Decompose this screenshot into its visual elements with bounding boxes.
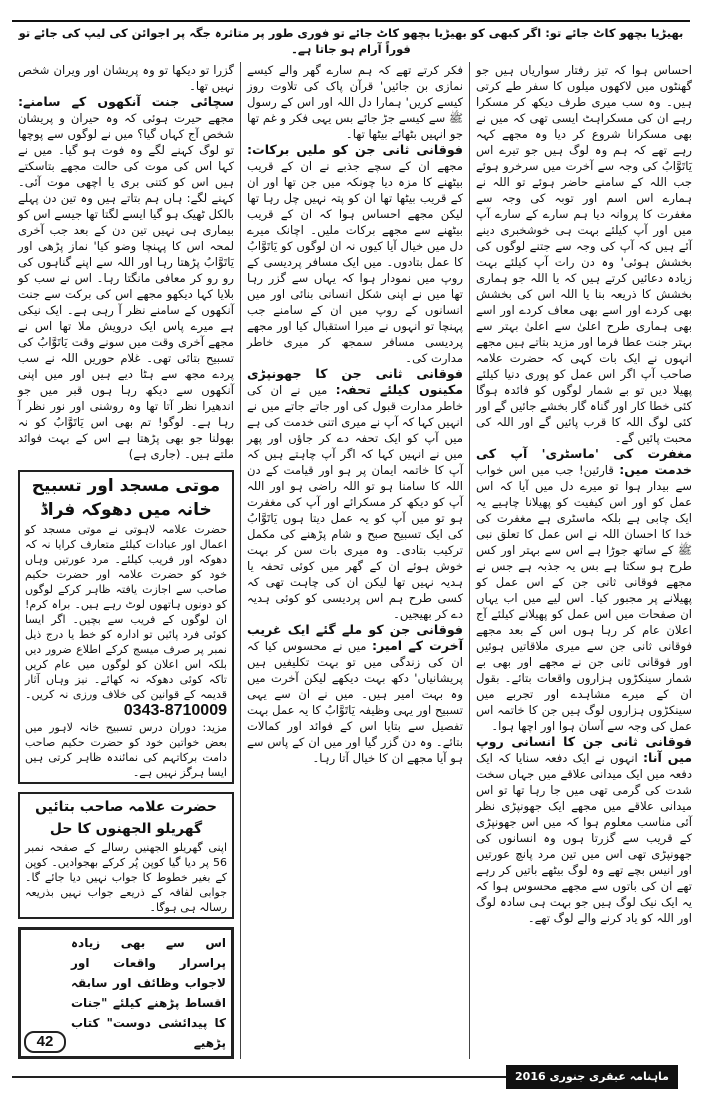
footer-rule (12, 1076, 506, 1078)
paragraph (476, 446, 692, 734)
header-rule (12, 20, 690, 22)
fraud-notice-phone: 0343-8710009 (123, 702, 227, 719)
column-left (14, 62, 238, 1059)
household-help-box (18, 792, 234, 919)
paragraph-heading: فوقانی ثانی جن کا جھونپڑی مکینوں کیلئے تحفہ: (247, 366, 464, 397)
header-tip-title: بھیڑیا بچھو کاٹ جائے تو: (545, 26, 684, 40)
fraud-notice-title: موتی مسجد اور تسبیح خانہ میں دھوکہ فراڈ (31, 476, 221, 520)
footer-row (12, 1065, 682, 1107)
columns (6, 62, 696, 1059)
paragraph (247, 142, 463, 366)
header-tip-text: اگر کبھی کو بھیڑیا بچھو کاٹ جائے تو فوری طور پر متاثرہ جگہ پر اجوائن کی لیپ کی جائے تو فوراً آرام ہو جاتا ہے۔ (18, 26, 542, 56)
fraud-notice-box (18, 470, 234, 784)
paragraph (18, 94, 234, 462)
fraud-notice-body: حضرت علامہ لاہوتی نے موتی مسجد کو اعمال اور عبادات کیلئے متعارف کرایا نہ کہ دھوکہ اور فریب کیلئے۔ مرد عورتیں وہاں خود کو حضرت علامہ اور حضرت حکیم صاحب سے اجازت یافتہ ظاہر کرکے لوگوں کو دونوں ہاتھوں لوٹ رہے ہیں۔ براہ کرم! ان لوگوں کے فریب سے بچیں۔ اگر ایسا کوئی فرد پائیں تو ادارہ کو خط یا درج ذیل نمبر پر صرف میسج کرکے اطلاع ضرور دیں بلکہ اس اعلان کو لوگوں میں عام کریں تاکہ کوئی دھوکہ نہ کھائے۔ نیز وہاں آثار قدیمہ کے قوانین کی خلاف ورزی نہ کریں۔ (25, 523, 227, 701)
column-right (472, 62, 696, 926)
column-divider (469, 62, 470, 1059)
paragraph-heading: مغفرت کی 'ماسٹری' آپ کی خدمت میں: (476, 446, 692, 477)
fraud-notice-note: مزید: دوران درس تسبیح خانہ لاہور میں بعض خواتین خود کو حضرت حکیم صاحب دامت برکاتہم کی نمائندہ ظاہر کرتی ہیں ایسا ہرگز نہیں ہے۔ (25, 721, 227, 779)
paragraph-text: مجھے حیرت ہوئی کہ وہ حیران و پریشان شخص آج کہاں گیا؟ میں نے لوگوں سے پوچھا تو لوگ کہنے لگے وہ فوت ہو گیا۔ میں نے کہا اس کی موت کی حالت مجھے بتاسکتے ہیں اس کو کتنی بری یا اچھی موت آئی۔ کہنے لگے: ہاں ہم بتاتے ہیں وہ تین دن پہلے بالکل ٹھیک ہو گیا ایسے لگتا تھا جیسے اس کو بیماری ہی نہیں تین دن کے بعد جب آخری لمحہ اس کا پہنچا وضو کیا' نماز پڑھی اور یَاتَوَّابُ پڑھتا رہا اور اللہ سے اپنے گناہوں کی رو رو کر معافی مانگتا رہا۔ اس نے سب کو بلایا کہا دیکھو مجھے اس کی برکت سے جنت آنکھوں کے سامنے نظر آ رہی ہے۔ ایک نیکی ہے میرے پاس ایک درویش ملا تھا اس نے مجھے آخری وقت میں سونے وقت یَاتَوَّابُ کی تسبیح بتائی تھی۔ غلام حوریں اللہ نے سب پردے مجھ سے ہٹا دیے ہیں اور میں اپنی آنکھوں سے دیکھ رہا ہوں قبر میں جو اندھیرا نظر آتا تھا وہ روشنی اور نور نظر آ رہا ہے۔ لوگو! تم بھی اس یَاتَوَّابُ کو نہ بھولنا جو بھی پڑھتا ہے اس کے بہت فوائد ملتے ہیں۔ (جاری ہے) (18, 111, 234, 461)
column-divider (240, 62, 241, 1059)
paragraph (476, 734, 692, 926)
household-help-body: اپنی گھریلو الجھنیں رسالے کے صفحہ نمبر 56 پر دیا گیا کوپن پُر کرکے بھجوادیں۔ کوپن کے بغیر خطوط کا جواب نہیں دیا جائے گا۔ جوابی لفافہ کے ذریعے جواب نہیں بذریعہ رسالہ ہی ہوگا۔ (25, 841, 227, 914)
paragraph-heading: فوقانی ثانی جن کا انسانی روپ میں آنا: (476, 734, 693, 765)
paragraph-heading: سچائی جنت آنکھوں کے سامنے: (18, 94, 234, 109)
household-help-title: حضرت علامہ صاحب بتائیں گھریلو الجھنوں کا حل (35, 799, 217, 837)
paragraph-heading: فوقانی جن کو ملے گئے ایک غریب آخرت کے امیر: (247, 622, 464, 653)
magazine-footer: ماہنامہ عبقری جنوری 2016 شمارہ نمبر 115 (506, 1065, 678, 1089)
paragraph (476, 62, 692, 446)
paragraph (247, 62, 463, 142)
paragraph (247, 622, 463, 766)
paragraph (18, 62, 234, 94)
paragraph-text: احساس ہوا کہ تیز رفتار سواریاں ہیں جو گھنٹوں میں لاکھوں میلوں کا سفر طے کرتی ہیں۔ وہ سب میری طرف دیکھ کر مسکرا رہے ان کی مسکراہٹ ایسی تھی کہ میں نے بھی مسکرانا شروع کر دیا وہ مجھے کہہ رہے تھے کہ ہم وہ لوگ ہیں جو تیرے اس یَاتَوَّابُ کی وجہ سے آخرت میں سرخرو ہوئے جب اللہ کے سامنے حاضر ہوئے تو اللہ نے ہمارے اس اسم اور توبہ کی وجہ سے مغفرت کا پروانہ دیا ہم سارے کے سارے آپ میں اور آپ کیلئے بہت ہی خوشخبری دینے آئے ہیں کہ آپ کی وجہ سے جتنے لوگوں کی بخشش ہوئی' وہ دن رات آپ کیلئے بہت زیادہ دعائیں کرتے ہیں کہ یا اللہ جو ہماری بخشش کا ذریعہ بنا یا اللہ اس کی بخشش بھی کردے اور اسے بھی معاف کردے اور اسے بھی ہماری طرح اعلیٰ سے اعلیٰ بہتر سے بہتر جنت عطا فرما اور مزید بتاتے ہیں مجھے انہوں نے ایک بات کہی کہ حضرت علامہ صاحب آپ اگر اس عمل کو پوری دنیا کیلئے پھیلا دیں تو بے شمار لوگوں کو فائدہ ہوگا کئی خطا کار اور گناہ گار بخشے جائیں گے اور کئی لوگ اللہ کا قرب پائیں گے اور اللہ کی محبت پائیں گے۔ (476, 63, 692, 445)
page-number: 42 (24, 1031, 66, 1053)
book-promo-box (18, 927, 234, 1059)
paragraph-text: مجھے ان کے سچے جذبے نے ان کے قریب بیٹھنے کا مزہ دیا چونکہ میں جن تھا اور ان کے قریب بیٹھا تھا ان کو پتہ نہیں چل رہا تھا لیکن مجھے احساس ہوا کہ ان کے قریب بیٹھنے سے مجھے برکات ملیں۔ اچانک میرے دل میں خیال آیا کیوں نہ ان لوگوں کو یَاتَوَّابُ کا عمل بتادوں۔ میں ایک مسافر پردیسی کے روپ میں نمودار ہوا کہ یہاں سے گزر رہا تھا میں نے اپنی شکل انسانی بنائی اور میں انسانوں کے روپ میں ان کے سامنے جب پہنچا تو انہوں نے میرا استقبال کیا اور مجھے پردیسی مسافر سمجھ کر میری خاطر مدارت کی۔ (247, 159, 463, 365)
column-middle (243, 62, 467, 766)
paragraph-text: میں نے محسوس کیا کہ ان کی زندگی میں تو بہت تکلیفیں ہیں پریشانیاں' دکھ بہت دیکھے لیکن آخرت میں وہ بہت امیر ہیں۔ میں نے ان سے یہی تسبیح اور یہی وظیفہ یَاتَوَّابُ کا یہ عمل بہت تفصیل سے بتایا اس کے فوائد اور کمالات بتائے۔ وہ دن گزر گیا اور میں ان کے پاس سے ہو آیا مجھے ان کا خیال آتا رہا۔ (247, 639, 463, 765)
paragraph-text: گزرا تو دیکھا تو وہ پریشان اور ویران شخص نہیں تھا۔ (18, 63, 234, 93)
paragraph (247, 366, 463, 622)
paragraph-heading: فوقانی ثانی جن کو ملیں برکات: (247, 142, 463, 157)
page-header-tip (14, 25, 688, 57)
paragraph-text: میں نے ان کی خاطر مدارت قبول کی اور جاتے جاتے میں نے انہیں کہا کہ آپ نے میری اتنی خدمت کی ہے میں آپ کو ایک تحفہ دے کر جاؤں اور پھر میں نے انہیں کہا کہ اگر آپ چاہتے ہیں کہ آپ کا خاتمہ ایمان پر ہو اور قیامت کے دن اللہ کا سامنا ہو تو اللہ راضی ہو اور اللہ آپ کو دیکھ کر مسکرائے اور آپ کی مغفرت ہو تو میں آپ کو یہ عمل دیتا ہوں یَاتَوَّابُ کی ایک تسبیح صبح و شام پڑھنے کی مکمل ترکیب بتادی۔ وہ میری بات سن کر بہت خوش ہوئے ان کے گھر میں کوئی تحفہ یا ہدیہ نہیں تھا لیکن ان کی چاہت تھی کہ کسی طرح ہم اس پردیسی کو کوئی ہدیہ دے کر بھیجیں۔ (247, 383, 463, 621)
paragraph-text: قارئین! جب میں اس خواب سے بیدار ہوا تو میرے دل میں آیا کہ اس عمل کو اور اس کیفیت کو پھیلانا چاہیے یہ ایک چابی ہے بلکہ ماسٹری ہے مغفرت کی خدا کا احسان اللہ نے اس عمل کا تعلق نبی ﷺ کے ساتھ جوڑا ہے اس سے بہتر اور کس طرح ہو سکتا ہے بس یہ جذبہ ہے جس نے مجھے فوقانی ثانی جن کے اس عمل کو پھیلانے پر مجبور کیا۔ اس لیے میں اب یہاں ان صفحات میں اس عمل کو پھیلانے کیلئے آج اعلان عام کر رہا ہوں اس کے بعد مجھے فوقانی ثانی جن سے میری ملاقاتیں ہوئیں اور فوقانی ثانی جن نے مجھے اور بھی بے شمار سینکڑوں ہزاروں واقعات بتائے۔ بقول ان کے میرے مشاہدے اور تجربے میں سینکڑوں ہزاروں لوگ ہیں جن کا خاتمہ اس عمل کی وجہ سے آسان ہوا اور اچھا ہوا۔ (476, 463, 692, 733)
paragraph-text: انہوں نے ایک دفعہ سنایا کہ ایک دفعہ میں ایک میدانی علاقے میں جہاں سخت شدت کی گرمی تھی میں جا رہا تھا تو اس میدانی علاقے میں مجھے ایک جھونپڑی نظر آئی مناسب معلوم ہوا کہ میں اس جھونپڑی کے قریب سے گزرتا ہوں وہ انسانوں کی جھونپڑی تھی اس میں تین مرد پانچ عورتیں اور انیس بچے تھے وہ لوگ بیٹھے باتیں کر رہے تھے ان کی باتوں سے مجھے محسوس ہوا کہ یہ ایک نیک لوگ ہیں جو بہت ہی سادہ لوگ اور اللہ کو یاد کرنے والے لوگ تھے۔ (476, 751, 692, 925)
book-promo-text: اس سے بھی زیادہ پراسرار واقعات اور لاجواب وظائف اور سابقہ اقساط پڑھنے کیلئے "جنات کا پیدائشی دوست" کتاب پڑھیے (71, 936, 226, 1050)
paragraph-text: فکر کرتے تھے کہ ہم سارے گھر والے کیسے نمازی بن جائیں' قرآن پاک کی تلاوت روز کیسے کریں' ہمارا دل اللہ اور اس کے رسول ﷺ سے کیسے جڑ جائے بس یہی فکر و غم تھا جو انہیں بٹھائے بیٹھا تھا۔ (247, 63, 463, 141)
